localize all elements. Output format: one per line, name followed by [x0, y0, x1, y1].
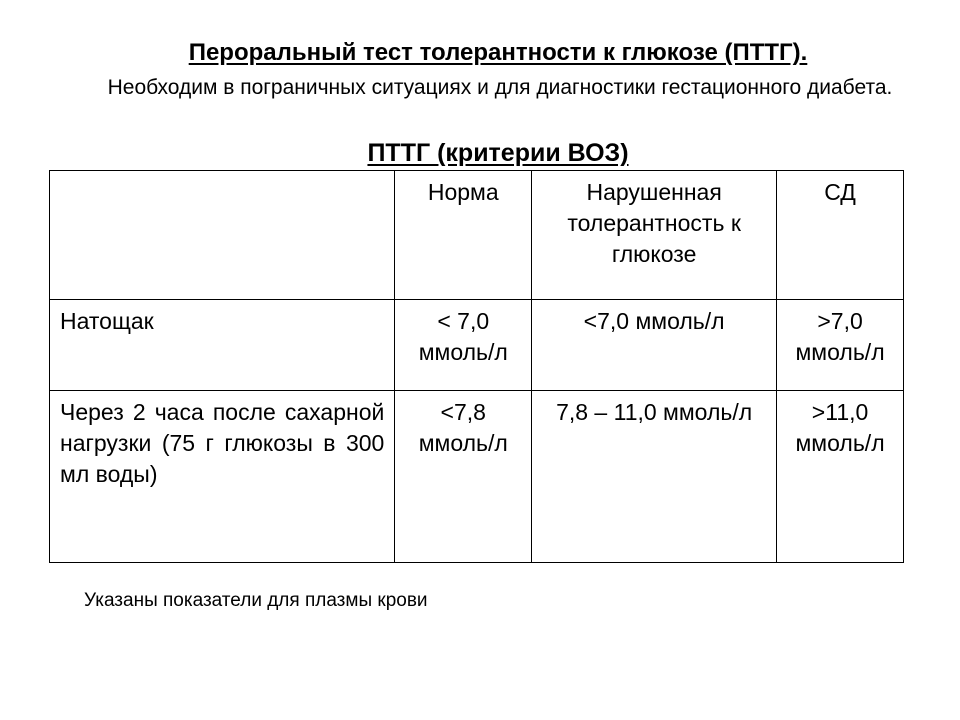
- cell-two-hours-diabetes: >11,0 ммоль/л: [777, 391, 904, 563]
- header-norm: Норма: [395, 171, 532, 300]
- criteria-table: [49, 170, 904, 563]
- table-row: [50, 391, 904, 563]
- slide-subtitle: Необходим в пограничных ситуациях и для диагностики гестационного диабета.: [107, 76, 893, 99]
- header-impaired-tolerance: Нарушенная толерантность к глюкозе: [532, 171, 777, 300]
- table-header-row: [50, 171, 904, 300]
- cell-fasting-diabetes: >7,0 ммоль/л: [777, 300, 904, 391]
- cell-two-hours-norm: <7,8 ммоль/л: [395, 391, 532, 563]
- table-row: [50, 300, 904, 391]
- table-heading: ПТТГ (критерии ВОЗ): [367, 139, 629, 167]
- row-label-fasting: Натощак: [50, 300, 395, 391]
- cell-fasting-impaired: <7,0 ммоль/л: [532, 300, 777, 391]
- footnote: Указаны показатели для плазмы крови: [84, 590, 428, 611]
- header-diabetes: СД: [777, 171, 904, 300]
- header-empty-cell: [50, 171, 395, 300]
- slide-title: Пероральный тест толерантности к глюкозе (ПТТГ).: [188, 39, 808, 66]
- cell-two-hours-impaired: 7,8 – 11,0 ммоль/л: [532, 391, 777, 563]
- row-label-two-hours: Через 2 часа после сахарной нагрузки (75 г глюкозы в 300 мл воды): [50, 391, 395, 563]
- cell-fasting-norm: < 7,0 ммоль/л: [395, 300, 532, 391]
